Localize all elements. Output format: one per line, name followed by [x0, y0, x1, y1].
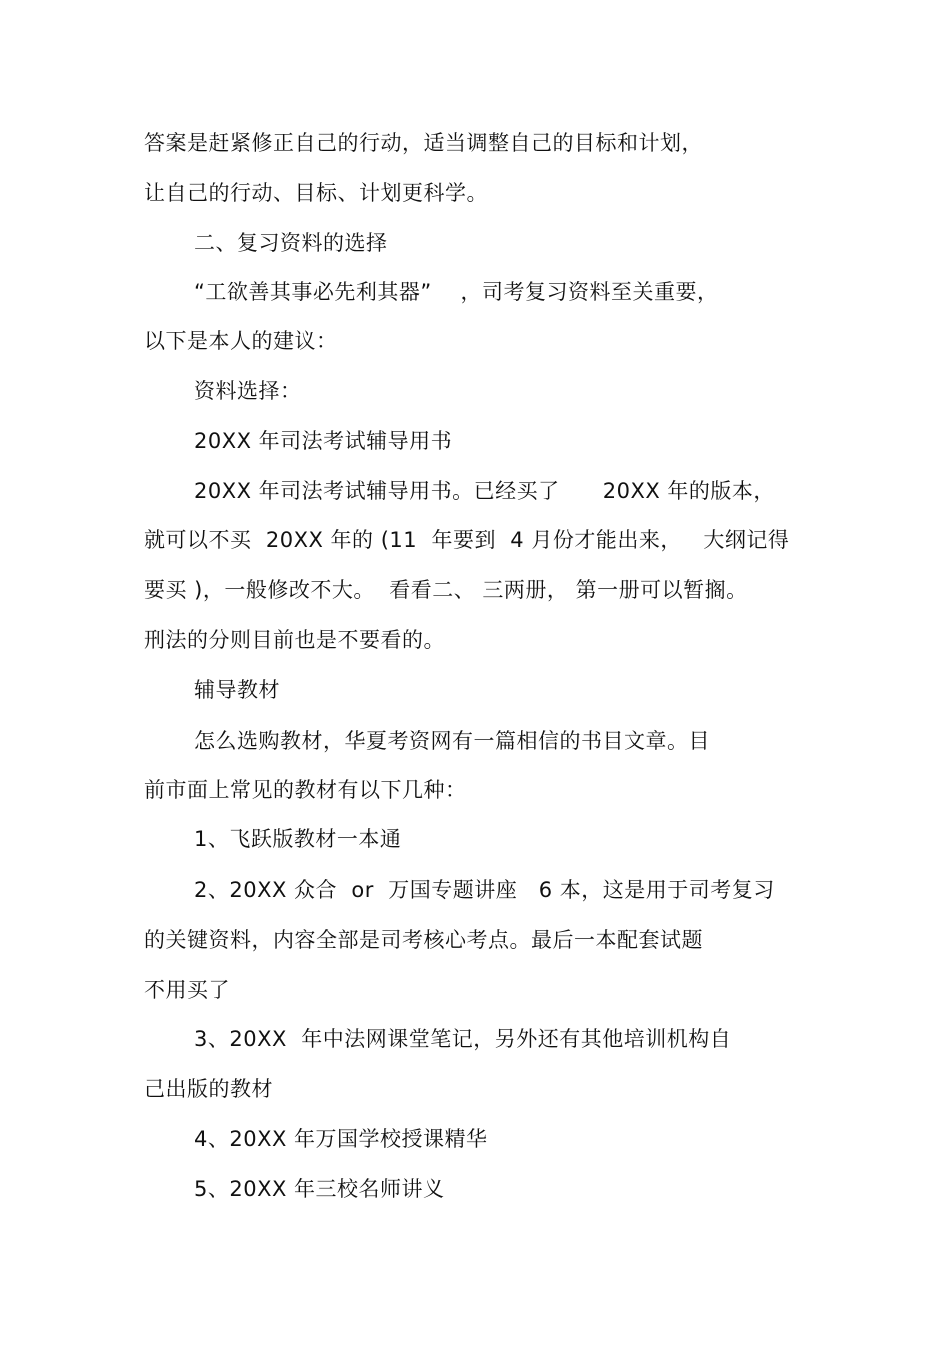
section-heading: 二、复习资料的选择: [194, 231, 388, 255]
text-line: 要买 )，一般修改不大。 看看二、 三两册， 第一册可以暂搁。: [144, 578, 748, 602]
text-line: 以下是本人的建议：: [144, 329, 338, 353]
list-item: 5、20XX 年三校名师讲义: [194, 1177, 445, 1201]
subheading: 资料选择：: [194, 379, 302, 403]
list-item: 4、20XX 年万国学校授课精华: [194, 1127, 488, 1151]
text-line: 的关键资料，内容全部是司考核心考点。最后一本配套试题: [144, 928, 703, 952]
text-line: 20XX 年司法考试辅导用书。已经买了 20XX 年的版本，: [194, 479, 775, 503]
list-item: 2、20XX 众合 or 万国专题讲座 6 本，这是用于司考复习: [194, 878, 775, 902]
list-item: 1、飞跃版教材一本通: [194, 827, 402, 851]
text-line: “工欲善其事必先利其器” ，司考复习资料至关重要，: [194, 280, 719, 304]
text-line: 就可以不买 20XX 年的 (11 年要到 4 月份才能出来， 大纲记得: [144, 528, 790, 552]
text-line: 答案是赶紧修正自己的行动，适当调整自己的目标和计划，: [144, 131, 703, 155]
text-line: 怎么选购教材，华夏考资网有一篇相信的书目文章。目: [194, 729, 710, 753]
text-line: 己出版的教材: [144, 1077, 273, 1101]
text-line: 前市面上常见的教材有以下几种：: [144, 778, 467, 802]
text-line: 让自己的行动、目标、计划更科学。: [144, 181, 488, 205]
text-line: 刑法的分则目前也是不要看的。: [144, 628, 445, 652]
text-line: 20XX 年司法考试辅导用书: [194, 429, 453, 453]
text-line: 不用买了: [144, 978, 230, 1002]
subheading: 辅导教材: [194, 678, 280, 702]
list-item: 3、20XX 年中法网课堂笔记，另外还有其他培训机构自: [194, 1027, 732, 1051]
